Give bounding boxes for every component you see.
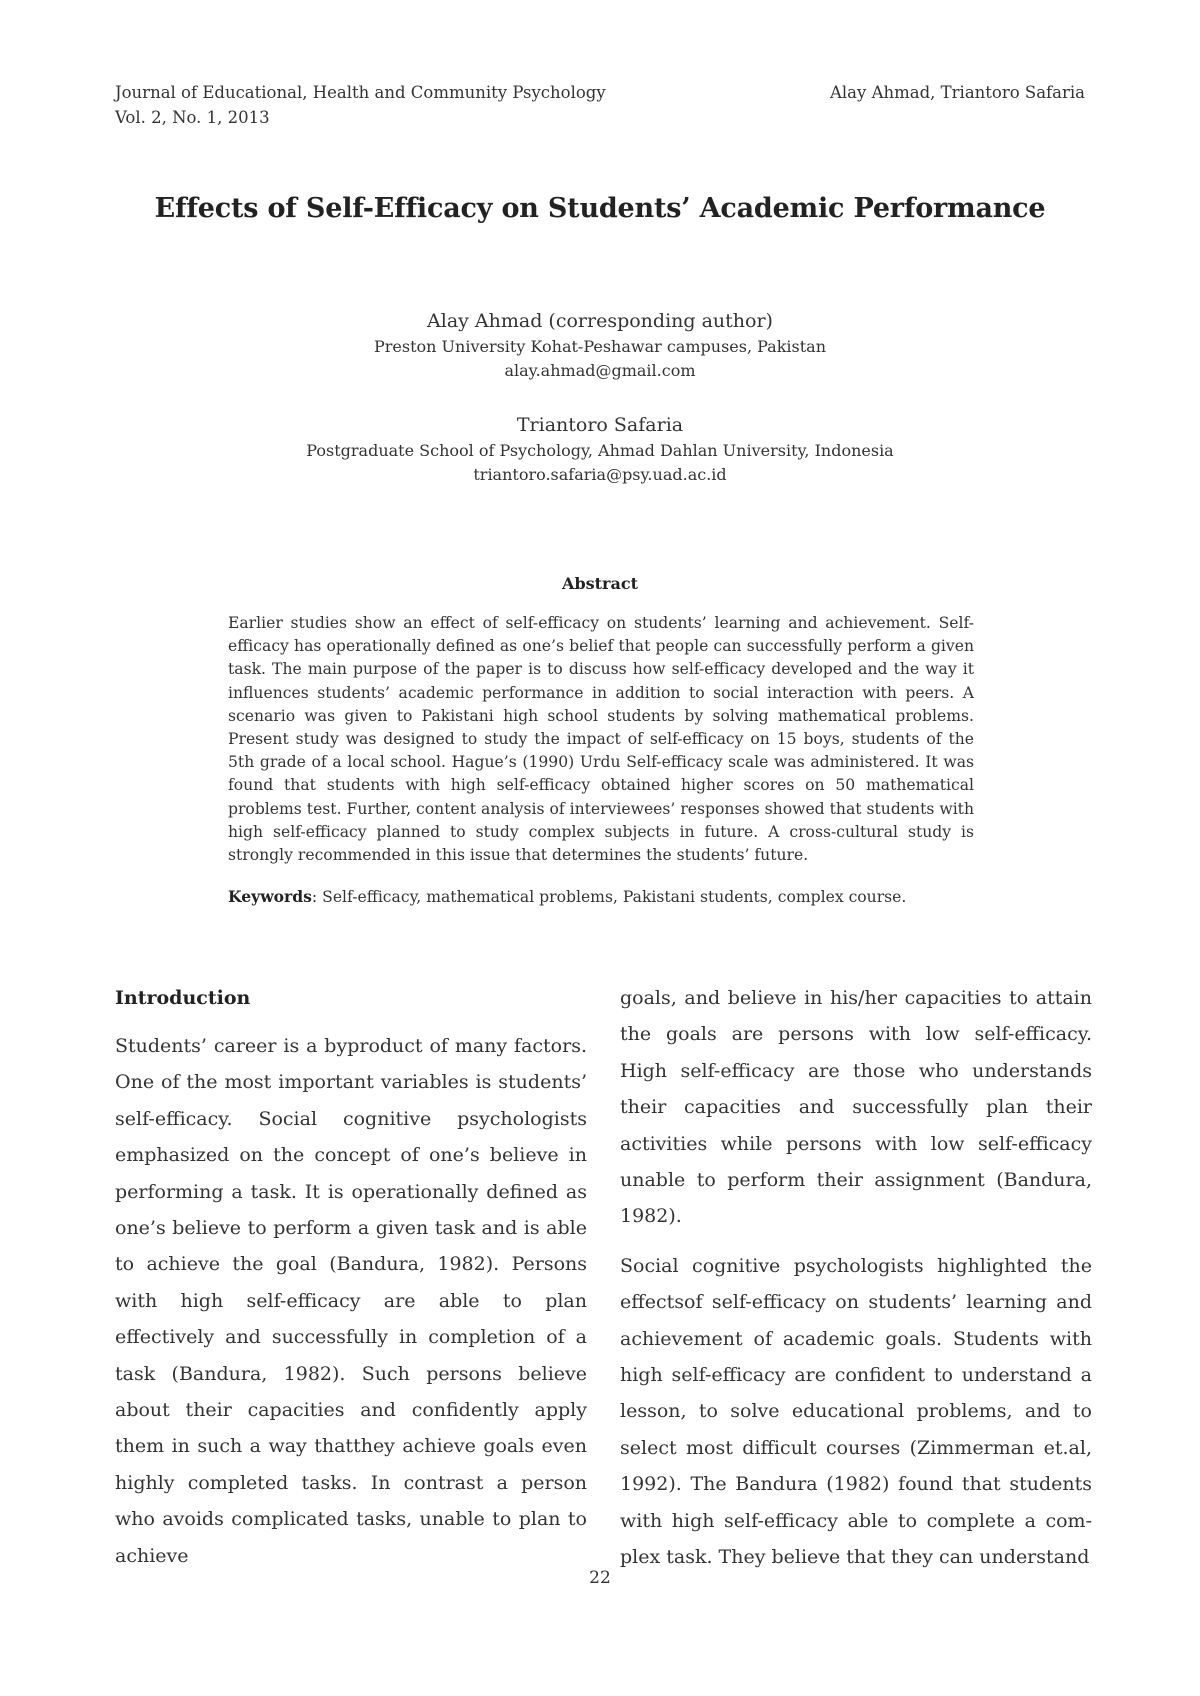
journal-info — [115, 80, 606, 130]
keywords — [228, 885, 974, 909]
right-column — [620, 980, 1092, 1576]
header-authors-text: Alay Ahmad, Triantoro Safaria — [829, 83, 1085, 102]
journal-name: Journal of Educational, Health and Community Psychology — [115, 83, 606, 102]
abstract-heading: Abstract — [562, 574, 638, 593]
author-name: Alay Ahmad (corresponding author) — [427, 310, 773, 332]
page-number: 22 — [589, 1568, 611, 1588]
author-affiliation: Postgraduate School of Psychology, Ahmad Dahlan University, Indonesia — [306, 441, 894, 460]
journal-volume: Vol. 2, No. 1, 2013 — [115, 108, 270, 127]
body-paragraph: Social cognitive psychologists highlighted the effectsof self-efficacy on students’ learning and achievement of academic goals. Students with high self-efficacy are confident to understand a lesson, to solve educational problems, and to select most difficult courses (Zimmerman et.al, 1992). The Bandura (1982) found that students with high self-efficacy able to complete a com-plex task. They believe that they can understand — [620, 1254, 1092, 1569]
author-email: alay.ahmad@gmail.com — [504, 361, 696, 380]
author-affiliation: Preston University Kohat-Peshawar campuses, Pakistan — [373, 337, 827, 356]
body-paragraph: goals, and believe in his/her capacities to attain the goals are persons with low self-efficacy. High self-efficacy are those who understands their capacities and successfully plan their activities while persons with low self-efficacy unable to perform their assignment (Bandura, 1982). — [620, 987, 1092, 1228]
author-block-2 — [0, 411, 1200, 487]
paper-title: Effects of Self-Efficacy on Students’ Academic Performance — [154, 193, 1046, 224]
keywords-text: : Self-efficacy, mathematical problems, Pakistani students, complex course. — [311, 888, 907, 906]
section-heading-introduction: Introduction — [115, 987, 251, 1009]
author-block-1 — [0, 307, 1200, 383]
header-authors — [830, 80, 1085, 105]
author-email: triantoro.safaria@psy.uad.ac.id — [473, 465, 727, 484]
left-column — [115, 980, 587, 1574]
author-name: Triantoro Safaria — [516, 414, 684, 436]
abstract-text: Earlier studies show an effect of self-efficacy on students’ learning and achievement. Self-efficacy has operationally defined as one’s belief that people can successfully perform a given task. The main purpose of the paper is to discuss how self-efficacy developed and the way it influences students’ academic performance in addition to social interaction with peers. A scenario was given to Pakistani high school students by solving mathematical problems. Present study was designed to study the impact of self-efficacy on 15 boys, students of the 5th grade of a local school. Hague’s (1990) Urdu Self-efficacy scale was administered. It was found that students with high self-efficacy obtained higher scores on 50 mathematical problems test. Further, content analysis of interviewees’ responses showed that students with high self-efficacy planned to study complex subjects in future. A cross-cultural study is strongly recommended in this issue that determines the students’ future. — [228, 614, 974, 865]
body-paragraph: Students’ career is a byproduct of many factors. One of the most important variables is students’ self-efficacy. Social cognitive psychologists emphasized on the concept of one’s believe in performing a task. It is operationally defined as one’s believe to perform a given task and is able to achieve the goal (Bandura, 1982). Persons with high self-efficacy are able to plan effectively and successfully in completion of a task (Bandura, 1982). Such persons believe about their capacities and confidently apply them in such a way thatthey achieve goals even highly completed tasks. In contrast a person who avoids complicated tasks, unable to plan to achieve — [115, 1035, 587, 1567]
keywords-label: Keywords — [228, 887, 312, 906]
